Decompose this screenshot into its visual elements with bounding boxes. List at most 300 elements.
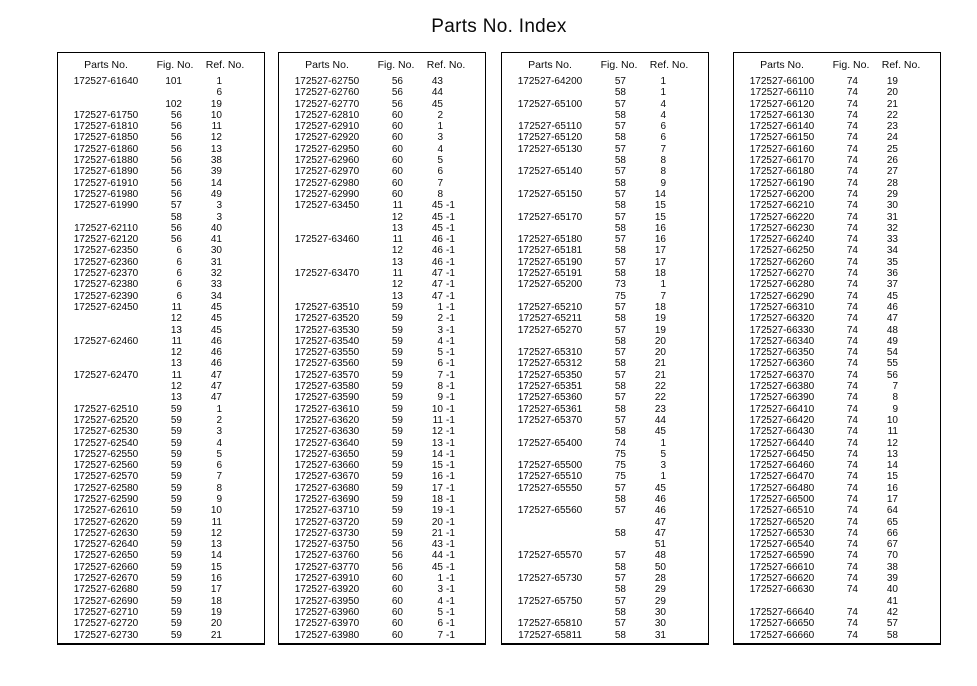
ref-no: 47 xyxy=(886,313,898,325)
ref-suffix xyxy=(666,562,690,573)
parts-no: 172527-61850 xyxy=(73,132,139,144)
ref-no: 38 xyxy=(886,561,898,573)
index-row xyxy=(279,562,485,573)
index-row xyxy=(58,562,264,573)
ref-suffix xyxy=(666,381,690,392)
fig-no: 59 xyxy=(391,403,403,415)
parts-no: 172527-63620 xyxy=(294,414,360,426)
fig-no: 56 xyxy=(170,222,182,234)
fig-no: 74 xyxy=(846,606,858,618)
ref-suffix xyxy=(666,291,690,302)
index-row xyxy=(502,607,708,618)
fig-no: 57 xyxy=(614,98,626,110)
ref-no: 50 xyxy=(654,561,666,573)
index-row xyxy=(279,76,485,87)
parts-no: 172527-65750 xyxy=(517,595,583,607)
ref-suffix xyxy=(222,460,246,471)
ref-no: 16 xyxy=(431,471,443,483)
ref-suffix xyxy=(898,381,922,392)
parts-no xyxy=(279,279,375,290)
fig-no: 74 xyxy=(846,392,858,404)
ref-suffix: -1 xyxy=(446,369,455,381)
ref-suffix xyxy=(222,110,246,121)
column-header-ref-no: Ref. No. xyxy=(881,59,921,71)
fig-no: 74 xyxy=(846,550,858,562)
index-row xyxy=(502,528,708,539)
ref-suffix xyxy=(898,189,922,200)
fig-no: 74 xyxy=(846,109,858,121)
ref-suffix xyxy=(222,302,246,313)
ref-no: 16 xyxy=(210,573,222,585)
parts-no: 172527-65130 xyxy=(517,143,583,155)
parts-no: 172527-62950 xyxy=(294,143,360,155)
ref-no: 30 xyxy=(886,200,898,212)
fig-no: 74 xyxy=(846,493,858,505)
fig-no: 59 xyxy=(391,426,403,438)
parts-no: 172527-65310 xyxy=(517,347,583,359)
ref-suffix xyxy=(666,99,690,110)
ref-no: 54 xyxy=(886,347,898,359)
index-row xyxy=(279,584,485,595)
index-row xyxy=(734,291,940,302)
parts-no: 172527-62910 xyxy=(294,121,360,133)
ref-suffix: -1 xyxy=(446,324,455,336)
ref-no: 6 xyxy=(437,618,443,630)
ref-no: 4 xyxy=(437,143,443,155)
ref-suffix: -1 xyxy=(446,471,455,483)
fig-no: 75 xyxy=(614,471,626,483)
fig-no: 74 xyxy=(846,381,858,393)
fig-no xyxy=(830,596,858,607)
fig-no: 56 xyxy=(170,234,182,246)
ref-suffix xyxy=(666,302,690,313)
fig-no: 13 xyxy=(170,392,182,404)
ref-no: 8 xyxy=(892,392,898,404)
fig-no: 57 xyxy=(614,618,626,630)
fig-no: 74 xyxy=(846,584,858,596)
index-row xyxy=(502,370,708,381)
fig-no: 59 xyxy=(170,516,182,528)
ref-suffix xyxy=(898,223,922,234)
fig-no: 60 xyxy=(391,132,403,144)
ref-no: 12 xyxy=(431,426,443,438)
index-row xyxy=(734,483,940,494)
ref-no: 15 xyxy=(654,211,666,223)
ref-no: 58 xyxy=(886,629,898,641)
column-header-fig-no: Fig. No. xyxy=(377,59,415,71)
parts-no: 172527-65510 xyxy=(517,471,583,483)
fig-no: 74 xyxy=(846,618,858,630)
fig-no: 57 xyxy=(614,595,626,607)
index-row xyxy=(502,336,708,347)
ref-no: 46 xyxy=(431,245,443,257)
fig-no xyxy=(154,87,182,98)
index-row xyxy=(58,302,264,313)
fig-no: 57 xyxy=(614,76,626,87)
ref-no: 46 xyxy=(210,358,222,370)
parts-no: 172527-62470 xyxy=(73,369,139,381)
ref-no: 40 xyxy=(886,584,898,596)
index-row xyxy=(279,212,485,223)
ref-suffix xyxy=(898,325,922,336)
ref-suffix xyxy=(666,347,690,358)
fig-no: 58 xyxy=(614,313,626,325)
parts-no: 172527-63920 xyxy=(294,584,360,596)
ref-suffix xyxy=(898,404,922,415)
index-row xyxy=(502,618,708,629)
ref-suffix xyxy=(898,392,922,403)
ref-suffix xyxy=(898,528,922,539)
parts-no: 172527-62990 xyxy=(294,188,360,200)
parts-no: 172527-65811 xyxy=(518,629,582,641)
ref-suffix xyxy=(666,550,690,561)
page-title: Parts No. Index xyxy=(431,16,567,37)
ref-no: 22 xyxy=(886,109,898,121)
ref-suffix xyxy=(443,178,467,189)
index-row xyxy=(58,607,264,618)
ref-no: 38 xyxy=(210,155,222,167)
ref-no: 5 xyxy=(660,448,666,460)
fig-no: 11 xyxy=(171,369,182,381)
parts-no: 172527-62610 xyxy=(73,505,139,517)
index-row xyxy=(58,87,264,98)
fig-no: 59 xyxy=(391,437,403,449)
ref-no: 46 xyxy=(431,234,443,246)
parts-no: 172527-62540 xyxy=(73,437,139,449)
index-row xyxy=(279,494,485,505)
ref-no: 47 xyxy=(431,268,443,280)
fig-no xyxy=(598,539,626,550)
ref-suffix xyxy=(666,132,690,143)
parts-index-panel-3 xyxy=(501,52,709,645)
column-header-parts-no: Parts No. xyxy=(760,59,804,71)
ref-no: 7 xyxy=(437,629,443,641)
index-row xyxy=(502,189,708,200)
fig-no: 59 xyxy=(391,471,403,483)
ref-suffix: -1 xyxy=(446,505,455,517)
ref-suffix xyxy=(222,381,246,392)
index-row xyxy=(734,313,940,324)
fig-no: 57 xyxy=(170,200,182,212)
ref-no: 13 xyxy=(210,143,222,155)
parts-no: 172527-65100 xyxy=(517,98,583,110)
fig-no: 57 xyxy=(614,347,626,359)
parts-no: 172527-66220 xyxy=(749,211,815,223)
ref-no: 6 xyxy=(216,460,222,472)
parts-no: 172527-63970 xyxy=(294,618,360,630)
ref-no: 22 xyxy=(654,392,666,404)
ref-no: 1 xyxy=(660,87,666,99)
index-row xyxy=(502,313,708,324)
parts-no xyxy=(502,200,598,211)
index-row xyxy=(279,291,485,302)
ref-no: 3 xyxy=(437,324,443,336)
index-row xyxy=(58,245,264,256)
column-header-ref-no: Ref. No. xyxy=(649,59,689,71)
parts-no xyxy=(502,449,598,460)
fig-no: 59 xyxy=(391,381,403,393)
ref-no: 8 xyxy=(437,188,443,200)
ref-no: 7 xyxy=(437,369,443,381)
ref-no: 16 xyxy=(654,234,666,246)
ref-no: 32 xyxy=(210,268,222,280)
ref-no: 1 xyxy=(437,573,443,585)
fig-no: 58 xyxy=(614,87,626,99)
index-row xyxy=(502,99,708,110)
ref-suffix xyxy=(666,618,690,629)
ref-suffix xyxy=(222,596,246,607)
parts-no: 172527-63730 xyxy=(294,527,360,539)
ref-suffix xyxy=(898,539,922,550)
fig-no: 57 xyxy=(614,573,626,585)
parts-no: 172527-63510 xyxy=(294,301,360,313)
ref-suffix xyxy=(666,234,690,245)
parts-no: 172527-65400 xyxy=(517,437,583,449)
index-row xyxy=(279,392,485,403)
fig-no: 56 xyxy=(170,188,182,200)
index-row xyxy=(279,347,485,358)
parts-no: 172527-66180 xyxy=(749,166,815,178)
fig-no: 58 xyxy=(614,222,626,234)
index-row xyxy=(734,539,940,550)
ref-no: 24 xyxy=(886,132,898,144)
parts-no xyxy=(502,178,598,189)
ref-suffix: -1 xyxy=(446,403,455,415)
ref-no: 11 xyxy=(432,414,443,426)
index-row xyxy=(502,505,708,516)
fig-no: 58 xyxy=(614,381,626,393)
fig-no: 6 xyxy=(176,279,182,291)
ref-suffix xyxy=(666,370,690,381)
ref-suffix xyxy=(898,426,922,437)
parts-no: 172527-62560 xyxy=(73,460,139,472)
index-row xyxy=(58,370,264,381)
parts-no xyxy=(734,596,830,607)
parts-no: 172527-62720 xyxy=(73,618,139,630)
parts-no: 172527-62590 xyxy=(73,493,139,505)
ref-no: 44 xyxy=(431,550,443,562)
index-row xyxy=(734,494,940,505)
index-row xyxy=(279,607,485,618)
index-row xyxy=(734,121,940,132)
index-row xyxy=(734,630,940,641)
index-row xyxy=(502,494,708,505)
ref-suffix xyxy=(222,223,246,234)
index-row xyxy=(502,200,708,211)
index-row xyxy=(734,155,940,166)
index-row xyxy=(58,200,264,211)
fig-no: 73 xyxy=(614,279,626,291)
ref-suffix xyxy=(898,212,922,223)
parts-no: 172527-66270 xyxy=(749,268,815,280)
parts-no: 172527-66130 xyxy=(749,109,815,121)
index-row xyxy=(279,268,485,279)
ref-suffix xyxy=(666,494,690,505)
fig-no: 58 xyxy=(614,561,626,573)
index-row xyxy=(734,325,940,336)
ref-no: 4 xyxy=(216,437,222,449)
ref-suffix xyxy=(222,76,246,87)
index-row xyxy=(279,257,485,268)
fig-no: 60 xyxy=(391,573,403,585)
parts-no: 172527-66660 xyxy=(749,629,815,641)
ref-no: 8 xyxy=(660,166,666,178)
parts-no xyxy=(58,99,154,110)
fig-no: 101 xyxy=(165,76,182,87)
ref-no: 34 xyxy=(886,245,898,257)
ref-no: 26 xyxy=(886,155,898,167)
index-row xyxy=(734,584,940,595)
index-row xyxy=(502,584,708,595)
parts-no: 172527-65181 xyxy=(517,245,583,257)
fig-no: 56 xyxy=(391,98,403,110)
fig-no: 56 xyxy=(391,550,403,562)
ref-suffix xyxy=(666,325,690,336)
index-row xyxy=(502,347,708,358)
ref-suffix xyxy=(666,358,690,369)
fig-no: 13 xyxy=(391,256,403,268)
ref-no: 16 xyxy=(654,222,666,234)
fig-no: 74 xyxy=(846,188,858,200)
index-row xyxy=(58,223,264,234)
ref-suffix xyxy=(898,370,922,381)
ref-no: 30 xyxy=(654,606,666,618)
fig-no: 59 xyxy=(391,505,403,517)
fig-no: 74 xyxy=(846,437,858,449)
index-row xyxy=(502,110,708,121)
ref-suffix xyxy=(222,550,246,561)
fig-no: 56 xyxy=(170,132,182,144)
index-row xyxy=(58,449,264,460)
fig-no: 59 xyxy=(170,606,182,618)
parts-no: 172527-63450 xyxy=(294,200,360,212)
index-row xyxy=(58,358,264,369)
ref-suffix: -1 xyxy=(446,493,455,505)
fig-no: 13 xyxy=(391,222,403,234)
parts-no: 172527-66200 xyxy=(749,188,815,200)
ref-suffix: -1 xyxy=(446,618,455,630)
index-row xyxy=(279,381,485,392)
ref-suffix xyxy=(222,99,246,110)
parts-no: 172527-62520 xyxy=(73,414,139,426)
ref-suffix xyxy=(666,166,690,177)
ref-no: 9 xyxy=(216,493,222,505)
index-row xyxy=(58,279,264,290)
index-row xyxy=(734,110,940,121)
ref-suffix xyxy=(443,99,467,110)
ref-no: 15 xyxy=(210,561,222,573)
index-row xyxy=(58,460,264,471)
ref-no: 28 xyxy=(886,177,898,189)
index-row xyxy=(279,426,485,437)
ref-suffix: -1 xyxy=(446,301,455,313)
fig-no: 56 xyxy=(391,76,403,87)
fig-no: 58 xyxy=(614,606,626,618)
index-row xyxy=(734,336,940,347)
ref-no: 1 xyxy=(216,403,222,415)
ref-suffix xyxy=(898,302,922,313)
panel-header xyxy=(58,58,264,73)
index-row xyxy=(734,528,940,539)
index-row xyxy=(58,392,264,403)
parts-no: 172527-62350 xyxy=(73,245,139,257)
fig-no: 74 xyxy=(846,403,858,415)
index-row xyxy=(279,223,485,234)
column-header-fig-no: Fig. No. xyxy=(832,59,870,71)
ref-suffix xyxy=(666,144,690,155)
index-row xyxy=(279,234,485,245)
ref-suffix xyxy=(222,336,246,347)
fig-no: 56 xyxy=(170,121,182,133)
index-row xyxy=(58,325,264,336)
index-row xyxy=(279,336,485,347)
ref-no: 3 xyxy=(437,132,443,144)
index-row xyxy=(502,630,708,641)
ref-no: 9 xyxy=(660,177,666,189)
parts-no xyxy=(502,291,598,302)
index-row xyxy=(734,223,940,234)
ref-suffix xyxy=(898,144,922,155)
ref-suffix xyxy=(666,245,690,256)
ref-suffix xyxy=(898,449,922,460)
ref-no: 56 xyxy=(886,369,898,381)
ref-no: 44 xyxy=(654,414,666,426)
parts-no: 172527-62770 xyxy=(294,98,360,110)
ref-suffix: -1 xyxy=(446,381,455,393)
parts-no: 172527-66480 xyxy=(749,482,815,494)
index-row xyxy=(502,550,708,561)
ref-no: 5 xyxy=(216,448,222,460)
fig-no: 57 xyxy=(614,211,626,223)
parts-no: 172527-66190 xyxy=(749,177,815,189)
parts-no: 172527-65351 xyxy=(517,381,583,393)
index-row xyxy=(734,415,940,426)
parts-no: 172527-66440 xyxy=(749,437,815,449)
fig-no: 56 xyxy=(391,539,403,551)
ref-no: 9 xyxy=(892,403,898,415)
index-row xyxy=(502,573,708,584)
ref-no: 44 xyxy=(431,87,443,99)
fig-no xyxy=(598,517,626,528)
ref-no: 46 xyxy=(210,347,222,359)
ref-suffix xyxy=(898,630,922,641)
ref-suffix xyxy=(898,483,922,494)
fig-no: 74 xyxy=(846,505,858,517)
ref-suffix xyxy=(898,550,922,561)
ref-no: 13 xyxy=(886,448,898,460)
index-row xyxy=(279,245,485,256)
parts-no: 172527-66500 xyxy=(749,493,815,505)
index-row xyxy=(502,132,708,143)
fig-no: 58 xyxy=(614,109,626,121)
ref-no: 16 xyxy=(886,482,898,494)
index-row xyxy=(58,313,264,324)
ref-suffix xyxy=(898,110,922,121)
fig-no: 74 xyxy=(846,301,858,313)
fig-no: 58 xyxy=(614,358,626,370)
ref-no: 17 xyxy=(886,493,898,505)
ref-suffix xyxy=(898,155,922,166)
index-row xyxy=(58,584,264,595)
ref-suffix xyxy=(666,460,690,471)
column-header-parts-no: Parts No. xyxy=(84,59,128,71)
index-row xyxy=(279,87,485,98)
ref-no: 29 xyxy=(886,188,898,200)
ref-no: 39 xyxy=(210,166,222,178)
index-row xyxy=(58,550,264,561)
fig-no: 59 xyxy=(170,460,182,472)
fig-no: 75 xyxy=(614,290,626,302)
